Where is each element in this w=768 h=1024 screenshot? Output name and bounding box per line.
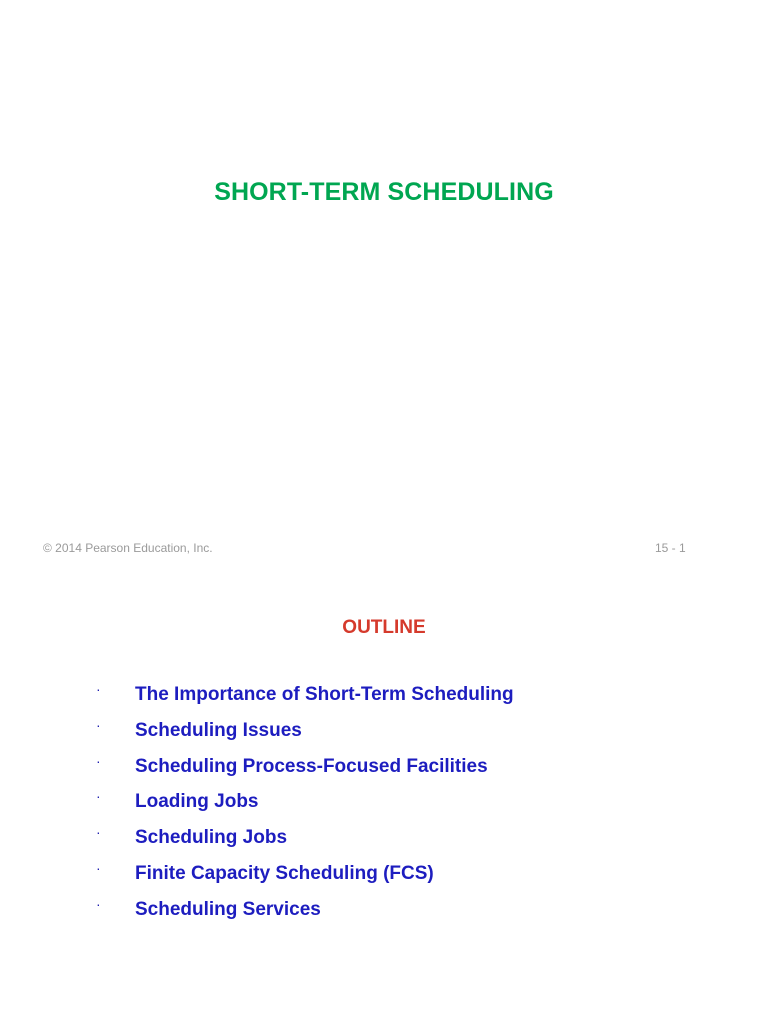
bullet-icon: · bbox=[96, 681, 101, 697]
outline-heading: OUTLINE bbox=[342, 617, 426, 638]
slide-number: 15 - 1 bbox=[655, 541, 686, 555]
list-item-label: Scheduling Process-Focused Facilities bbox=[135, 755, 488, 777]
bullet-icon: · bbox=[96, 788, 101, 805]
list-item-label: The Importance of Short-Term Scheduling bbox=[135, 684, 514, 705]
list-item-label: Scheduling Issues bbox=[135, 719, 302, 741]
list-item-label: Scheduling Jobs bbox=[135, 827, 288, 849]
list-item-label: Scheduling Services bbox=[135, 898, 321, 920]
list-item-label: Loading Jobs bbox=[135, 791, 259, 813]
bullet-icon: · bbox=[96, 859, 101, 876]
copyright-notice: © 2014 Pearson Education, Inc. bbox=[43, 541, 213, 555]
slide-title: SHORT-TERM SCHEDULING bbox=[214, 178, 554, 206]
bullet-icon: · bbox=[96, 895, 101, 912]
list-item-label: Finite Capacity Scheduling (FCS) bbox=[135, 862, 434, 884]
bullet-icon: · bbox=[96, 752, 101, 769]
bullet-icon: · bbox=[96, 824, 101, 841]
bullet-icon: · bbox=[96, 716, 101, 733]
